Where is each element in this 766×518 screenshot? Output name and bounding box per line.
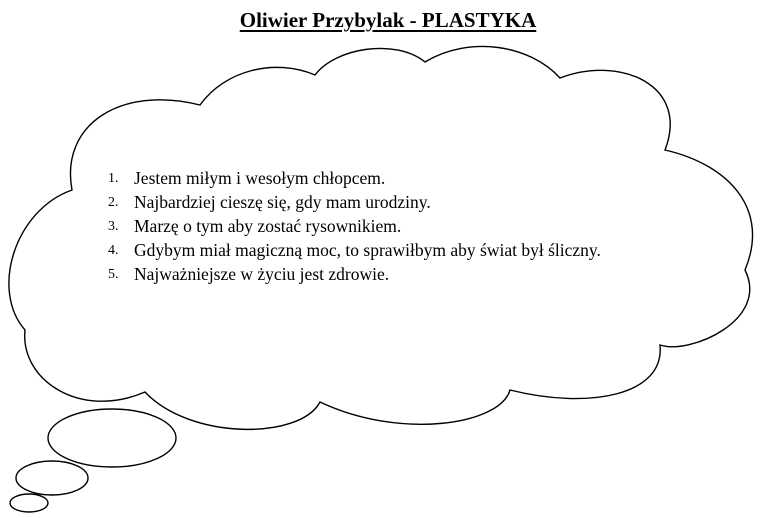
thought-bubble-small — [10, 494, 48, 512]
list-item-text: Najważniejsze w życiu jest zdrowie. — [134, 264, 390, 284]
list-item — [108, 190, 668, 214]
list-item-text: Marzę o tym aby zostać rysownikiem. — [134, 216, 402, 236]
thought-bubble-large — [48, 409, 176, 467]
list-item — [108, 238, 668, 262]
list-item-text: Najbardziej cieszę się, gdy mam urodziny. — [134, 192, 431, 212]
list-item-number: 4. — [108, 243, 119, 258]
list-item-number: 2. — [108, 195, 119, 210]
list-item — [108, 166, 668, 190]
list-item-number: 3. — [108, 219, 119, 234]
list-item-text: Jestem miłym i wesołym chłopcem. — [134, 168, 386, 188]
list-item-number: 1. — [108, 171, 119, 186]
list-item-number: 5. — [108, 267, 119, 282]
list-item — [108, 214, 668, 238]
list-item — [108, 262, 668, 286]
cloud-text-list — [108, 166, 668, 286]
list-item-text: Gdybym miał magiczną moc, to sprawiłbym aby świat był śliczny. — [134, 240, 601, 260]
page-title: Oliwier Przybylak - PLASTYKA — [239, 8, 537, 32]
thought-bubble-medium — [16, 461, 88, 495]
